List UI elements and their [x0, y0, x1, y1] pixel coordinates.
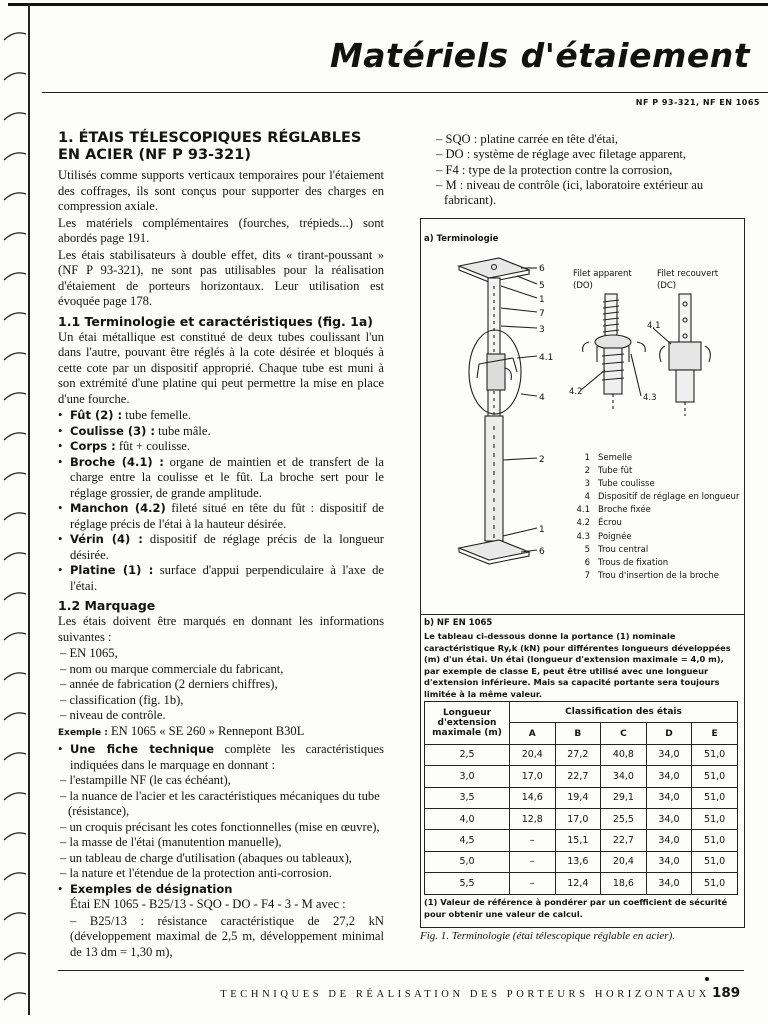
- filet-apparent-label: Filet apparent: [573, 269, 632, 279]
- table-cell: 51,0: [692, 873, 738, 894]
- list-item: – nom ou marque commerciale du fabricant,: [60, 661, 284, 676]
- callout-label: 2: [539, 455, 545, 465]
- list-item: – année de fabrication (2 derniers chiffres),: [60, 677, 278, 691]
- callout-label: 4: [539, 393, 545, 403]
- footer-running-title: TECHNIQUES DE RÉALISATION DES PORTEURS HORIZONTAUX: [220, 989, 710, 1000]
- callout-label: 1: [539, 525, 545, 535]
- table-header-row: [425, 702, 738, 723]
- table-cell: 51,0: [692, 787, 738, 808]
- subsection-1-2-paragraph: Les étais doivent être marqués en donnant les informations suivantes :: [58, 614, 384, 644]
- table-body: [425, 744, 738, 894]
- legend-row: 5 Trou central: [584, 544, 649, 555]
- filet-recouvert-label: Filet recouvert: [657, 269, 719, 279]
- table-cell: 12,4: [555, 873, 601, 894]
- callout-label: 4.2: [569, 387, 583, 397]
- callout-label: 3: [539, 325, 545, 335]
- legend-row: 3 Tube coulisse: [584, 479, 655, 490]
- table-cell: 34,0: [601, 766, 647, 787]
- table-cell: 51,0: [692, 851, 738, 872]
- list-item: – la masse de l'étai (manutention manuelle),: [60, 835, 282, 849]
- list-item: • Broche (4.1) : organe de maintien et de transfert de la charge entre la coulisse et le fût. La broche sert pour le réglage grossier, de grande amplitude.: [58, 455, 384, 502]
- table-cell: 51,0: [692, 766, 738, 787]
- list-item: • Corps : fût + coulisse.: [58, 439, 384, 455]
- section-1-title-line1: 1. ÉTAIS TÉLESCOPIQUES RÉGLABLES: [58, 130, 362, 146]
- class-header: C: [601, 723, 647, 744]
- class-header: B: [555, 723, 601, 744]
- table-cell: 51,0: [692, 808, 738, 829]
- table-cell: 12,8: [510, 808, 556, 829]
- list-item: – la nature et l'étendue de la protection anti-corrosion.: [60, 866, 332, 880]
- legend-row: 4.2 Écrou: [576, 518, 622, 529]
- list-item: – un croquis précisant les cotes fonctionnelles (mise en œuvre),: [60, 819, 380, 834]
- list-item: – la nuance de l'acier et les caractéristiques mécaniques du tube (résistance),: [60, 788, 380, 818]
- table-cell: 17,0: [555, 808, 601, 829]
- figure-note: (1) Valeur de référence à pondérer par un coefficient de sécurité pour obtenir une valeur de calcul.: [424, 897, 728, 919]
- section-1-title-line2: EN ACIER (NF P 93-321): [58, 147, 251, 163]
- table-cell: 25,5: [601, 808, 647, 829]
- table-cell: 20,4: [601, 851, 647, 872]
- list-item: • Manchon (4.2) fileté situé en tête du fût : dispositif de réglage précis de l'étai à la hauteur désirée.: [58, 501, 384, 532]
- figure-caption: Fig. 1. Terminologie (étai télescopique réglable en acier).: [420, 930, 675, 942]
- legend-row: 4.3 Poignée: [576, 531, 632, 542]
- list-item: – EN 1065,: [60, 646, 118, 660]
- table-cell: 22,7: [555, 766, 601, 787]
- section-1-title: [58, 130, 384, 164]
- table-cell: –: [510, 851, 556, 872]
- filet-apparent-code: (DO): [573, 281, 593, 291]
- legend-row: 4.1 Broche fixée: [576, 505, 651, 516]
- table-cell: 5,5: [425, 873, 510, 894]
- table-cell: 20,4: [510, 744, 556, 765]
- list-item: • Fût (2) : tube femelle.: [58, 408, 384, 424]
- table-row: [425, 808, 738, 829]
- filet-recouvert-code: (DC): [657, 281, 677, 291]
- list-item: – classification (fig. 1b),: [60, 692, 184, 707]
- page-number: 189: [712, 985, 741, 1001]
- col-header-length: Longueur d'extension maximale (m): [425, 702, 510, 745]
- footer-rule: [58, 970, 744, 971]
- section-1-paragraph: Utilisés comme supports verticaux temporaires pour l'étaiement des coffrages, ils sont conçus pour supporter des charges en compression axiale.: [58, 168, 384, 213]
- left-rule: [28, 3, 30, 1015]
- table-cell: 34,0: [646, 808, 692, 829]
- list-item: • Exemples de désignation: [58, 882, 384, 898]
- table-cell: 5,0: [425, 851, 510, 872]
- legend-row: 2 Tube fût: [584, 466, 633, 477]
- list-item: • Platine (1) : surface d'appui perpendiculaire à l'axe de l'étai.: [58, 563, 384, 594]
- fiche-list: [58, 742, 384, 773]
- fiche-details-list: [58, 773, 384, 882]
- col-group-header: Classification des étais: [510, 702, 738, 723]
- list-item: • Coulisse (3) : tube mâle.: [58, 424, 384, 440]
- list-item: – M : niveau de contrôle (ici, laboratoire extérieur au fabricant).: [436, 177, 704, 208]
- table-cell: 40,8: [601, 744, 647, 765]
- list-item: – DO : système de réglage avec filetage apparent,: [436, 147, 687, 162]
- table-cell: 19,4: [555, 787, 601, 808]
- legend-row: 7 Trou d'insertion de la broche: [584, 570, 719, 581]
- table-cell: 34,0: [646, 744, 692, 765]
- callout-label: 4.1: [539, 353, 554, 363]
- callout-label: 7: [539, 309, 545, 319]
- list-item: – SQO : platine carrée en tête d'étai,: [436, 132, 619, 146]
- page-title: Matériels d'étaiement: [329, 36, 750, 75]
- marking-list: [58, 646, 384, 724]
- designation-codes-list: [434, 132, 744, 208]
- table-cell: 34,0: [646, 830, 692, 851]
- table-cell: 17,0: [510, 766, 556, 787]
- class-header: D: [646, 723, 692, 744]
- table-row: [425, 873, 738, 894]
- table-cell: 51,0: [692, 830, 738, 851]
- list-item: • Vérin (4) : dispositif de réglage précis de la longueur désirée.: [58, 532, 384, 563]
- figure-legend: [560, 452, 740, 583]
- subsection-1-1-paragraph: Un étai métallique est constitué de deux tubes coulissant l'un dans l'autre, pouvant être réglés à la cote désirée et bloqués à cette cote par un dispositif approprié. Chaque tube est muni à son extrémité d'une platine qui peut permettre la mise en place d'une fourche.: [58, 329, 384, 406]
- table-cell: 14,6: [510, 787, 556, 808]
- footer-dot: [705, 977, 709, 981]
- table-cell: 15,1: [555, 830, 601, 851]
- right-column: [434, 132, 744, 208]
- table-cell: –: [510, 830, 556, 851]
- table-cell: 51,0: [692, 744, 738, 765]
- list-item: • Une fiche technique complète les caractéristiques indiquées dans le marquage en donnant :: [58, 742, 384, 773]
- callout-label: 6: [539, 547, 545, 557]
- table-row: [425, 830, 738, 851]
- section-1-paragraph: Les étais stabilisateurs à double effet, dits « tirant-poussant » (NF P 93-321), ne sont pas utilisables pour la réalisation d'étaiement de porteurs horizontaux. Leur utilisation est évoquée page 178.: [58, 247, 384, 308]
- table-row: [425, 787, 738, 808]
- table-cell: 34,0: [646, 766, 692, 787]
- subsection-1-2-title: 1.2 Marquage: [58, 598, 156, 613]
- callout-label: 1: [539, 295, 545, 305]
- designation-line: Étai EN 1065 - B25/13 - SQO - DO - F4 - 3 - M avec :: [70, 897, 346, 911]
- figure-b-description: Le tableau ci-dessous donne la portance (1) nominale caractéristique Ry,k (kN) pour différentes longueurs développées (m) d'un étai. Un étai (longueur d'extension maximale = 4,0 m), par exemple de classe E, peut être utilisé avec une longueur d'extension inférieure. Mais sa capacité portante sera toujours limitée à la même valeur.: [424, 631, 731, 699]
- callout-label: 4.1: [647, 321, 661, 331]
- table-row: [425, 744, 738, 765]
- left-column: [58, 130, 384, 961]
- designation-text: – B25/13 : résistance caractéristique de 27,2 kN (développement maximal de 2,5 m, développement minimal de 13 dm = 1,30 m),: [70, 913, 384, 959]
- callout-label: 6: [539, 264, 545, 274]
- callout-label: 5: [539, 281, 545, 291]
- norm-reference: NF P 93-321, NF EN 1065: [635, 98, 760, 107]
- title-rule: [42, 92, 768, 93]
- list-item: – F4 : type de la protection contre la corrosion,: [436, 162, 673, 177]
- table-cell: 2,5: [425, 744, 510, 765]
- class-header: E: [692, 723, 738, 744]
- designation-list: [58, 882, 384, 898]
- table-row: [425, 766, 738, 787]
- table-cell: 27,2: [555, 744, 601, 765]
- table-cell: 3,5: [425, 787, 510, 808]
- legend-row: 6 Trous de fixation: [584, 557, 669, 568]
- top-rule: [8, 3, 768, 6]
- table-row: [425, 851, 738, 872]
- binding-marks: [0, 0, 42, 1024]
- table-cell: 34,0: [646, 873, 692, 894]
- table-cell: 18,6: [601, 873, 647, 894]
- terminology-list: [58, 408, 384, 594]
- figure-b-separator: [420, 614, 744, 615]
- list-item: – niveau de contrôle.: [60, 708, 166, 722]
- classification-table: [424, 701, 738, 895]
- table-cell: 34,0: [646, 787, 692, 808]
- section-1-paragraph: Les matériels complémentaires (fourches, trépieds...) sont abordés page 191.: [58, 215, 384, 245]
- list-item: – l'estampille NF (le cas échéant),: [60, 773, 231, 787]
- table-cell: 4,0: [425, 808, 510, 829]
- legend-row: 4 Dispositif de réglage en longueur: [584, 492, 740, 503]
- subsection-1-1-title: 1.1 Terminologie et caractéristiques (fig. 1a): [58, 313, 373, 329]
- table-cell: 29,1: [601, 787, 647, 808]
- table-cell: 34,0: [646, 851, 692, 872]
- example-line: Exemple : EN 1065 « SE 260 » Rennepont B30L: [58, 723, 305, 738]
- list-item: – un tableau de charge d'utilisation (abaques ou tableaux),: [60, 850, 352, 865]
- class-header: A: [510, 723, 556, 744]
- figure-a-label: a) Terminologie: [424, 234, 499, 244]
- legend-row: 1 Semelle: [584, 453, 633, 463]
- table-cell: 4,5: [425, 830, 510, 851]
- table-cell: 3,0: [425, 766, 510, 787]
- table-cell: 13,6: [555, 851, 601, 872]
- figure-b-label: b) NF EN 1065: [424, 618, 493, 628]
- table-cell: 22,7: [601, 830, 647, 851]
- table-cell: –: [510, 873, 556, 894]
- callout-label: 4.3: [643, 393, 657, 403]
